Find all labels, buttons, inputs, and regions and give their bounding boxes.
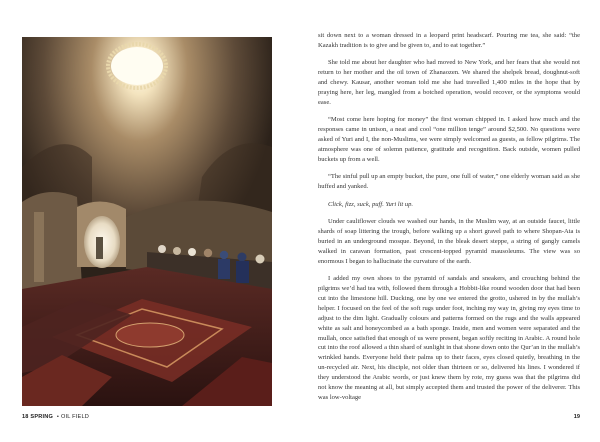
chapter-name: OIL FIELD — [60, 414, 89, 420]
pilgrim-in-doorway — [96, 237, 103, 259]
cave-mosque-photo-art — [22, 37, 272, 406]
page-number-left: 18 — [22, 414, 29, 420]
pilgrim-head — [238, 253, 247, 262]
pilgrim-body — [218, 259, 230, 279]
stone-pillar — [34, 212, 44, 282]
rug-medallion — [116, 323, 184, 347]
pilgrim-head — [188, 248, 196, 256]
pilgrim-body — [236, 261, 249, 283]
skylight-opening — [111, 47, 163, 85]
running-head: SPRING — [30, 414, 54, 420]
body-text-column — [318, 31, 580, 403]
pilgrim-head — [173, 247, 181, 255]
body-paragraph: “Most come here hoping for money” the first woman chipped in. I asked how much and the responses came in unison, a neat and cool “one million tenge” around $2,500. No questions were asked of Yuri and I, the non-Muslims, we were simply welcomed as guests, as fellow pilgrims. The atmosphere was one of solemn patience, gratitude and recognition. Back outside, women pulled buckets up from a well. — [318, 116, 580, 163]
cave-mosque-photo — [22, 37, 272, 406]
pilgrim-head — [204, 249, 212, 257]
body-paragraph: Under cauliflower clouds we washed our hands, in the Muslim way, at an outside faucet, little shards of soap littering the trough, before walking up a short gravel path to where Shopan-Ata is buried in an underground mosque. Beyond, in the bleak desert steppe, a string of gangly camels walked in caravan formation, past crescent-topped pyramid mausoleums. The view was so enormous I began to hallucinate the curvature of the earth. — [318, 218, 580, 265]
footer-separator: • — [56, 414, 59, 420]
pilgrim-head — [220, 251, 228, 259]
pilgrim-head — [256, 255, 265, 264]
italic-sound-line: Click, fizz, suck, puff. Yuri lit up. — [328, 200, 414, 208]
body-paragraph — [318, 200, 580, 210]
footer-left — [22, 414, 89, 420]
body-paragraph: sit down next to a woman dressed in a leopard print headscarf. Pouring me tea, she said: “the Kazakh tradition is to give and be given to, and to eat together.” — [318, 32, 580, 49]
body-paragraph: “The sinful pull up an empty bucket, the pure, one full of water,” one elderly woman said as she huffed and yanked. — [318, 173, 580, 191]
page-number-right: 19 — [573, 414, 580, 420]
body-paragraph: She told me about her daughter who had moved to New York, and her fears that she would not return to her mother and the oil town of Zhanaozen. We shared the shelpek bread, doughnut-soft and chewy. Kausar, another woman told me she had travelled 1,400 miles in the hope that by praying here, her leg, mangled from a botched operation, would recover, or the symptoms would ease. — [318, 59, 580, 106]
pilgrim-head — [158, 245, 166, 253]
cave-alcove-left — [22, 192, 82, 295]
body-paragraph: I added my own shoes to the pyramid of sandals and sneakers, and crouching behind the pilgrims we’d had tea with, followed them through a Hobbit-like round wooden door that had been cut into the limestone hill. Ducking, one by one we entered the grotto, ushered in by the mullah’s helper. I focused on the feel of the soft rugs under foot, inching my way in, giving my eyes time to adjust to the dim light. Gradually colours and patterns formed on the rugs and the walls appeared white as salt and honeycombed as a bath sponge. Inside, men and women were separated and the mullah, once satisfied that enough of us were present, began softly reciting in Arabic. A round hole cut into the roof allowed a thin shard of sunlight in that shone down onto the Qur’an in the mullah’s wrinkled hands. Everyone held their palms up to their faces, eyes closed quietly, breathing in the un-recycled air. Next, his disciple, not older than thirteen or so, delivered his lines. I wondered if they understood the Arabic words, or just knew them by rote, my guess was that the pilgrims did not know the meaning at all, but simply accepted them and trusted the power of the deliverer. This was low-voltage — [318, 275, 580, 401]
